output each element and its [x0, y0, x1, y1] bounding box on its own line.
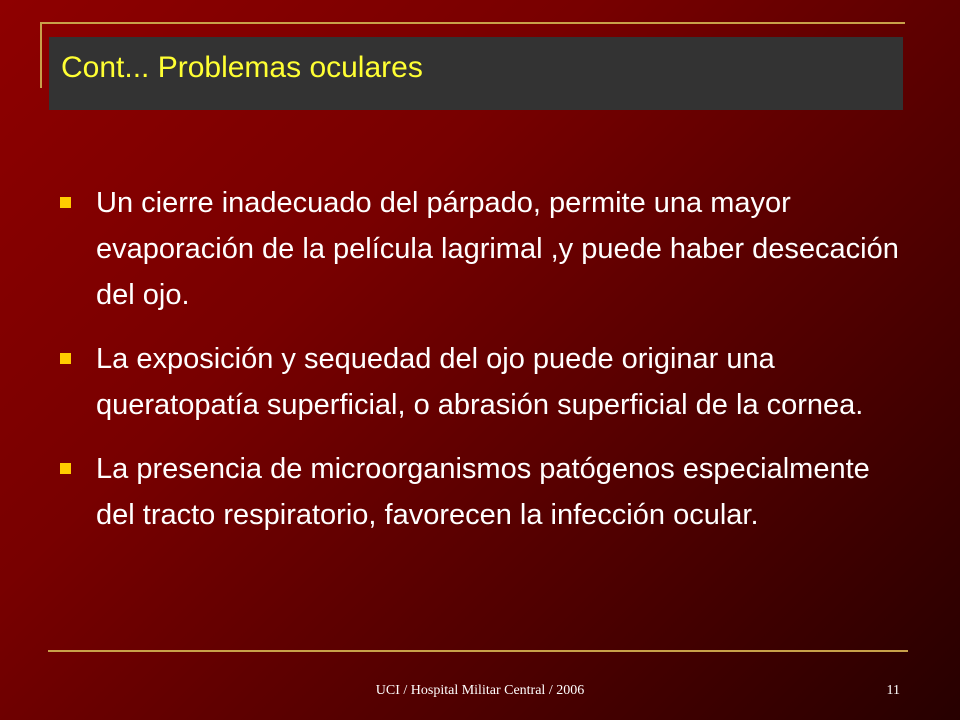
slide-footer: UCI / Hospital Militar Central / 2006: [375, 683, 585, 698]
bullet-text: La presencia de microorganismos patógenos especialmente del tracto respiratorio, favorecen la infección ocular.: [96, 453, 870, 531]
bullet-text: Un cierre inadecuado del párpado, permite una mayor evaporación de la película lagrimal ,y puede haber desecación del ojo.: [96, 187, 899, 311]
bullet-item: [60, 446, 900, 538]
square-bullet-icon: [60, 197, 71, 208]
title-bar: [49, 37, 903, 110]
bullet-text: La exposición y sequedad del ojo puede originar una queratopatía superficial, o abrasión superficial de la cornea.: [96, 343, 864, 421]
slide-title: Cont... Problemas oculares: [61, 51, 423, 84]
left-decorative-rule: [40, 22, 42, 88]
bullet-item: [60, 180, 900, 318]
square-bullet-icon: [60, 463, 71, 474]
bullet-list: [60, 180, 900, 556]
top-decorative-rule: [40, 22, 905, 24]
bullet-item: [60, 336, 900, 428]
bottom-decorative-rule: [48, 650, 908, 652]
square-bullet-icon: [60, 353, 71, 364]
slide-number: 11: [886, 683, 900, 698]
